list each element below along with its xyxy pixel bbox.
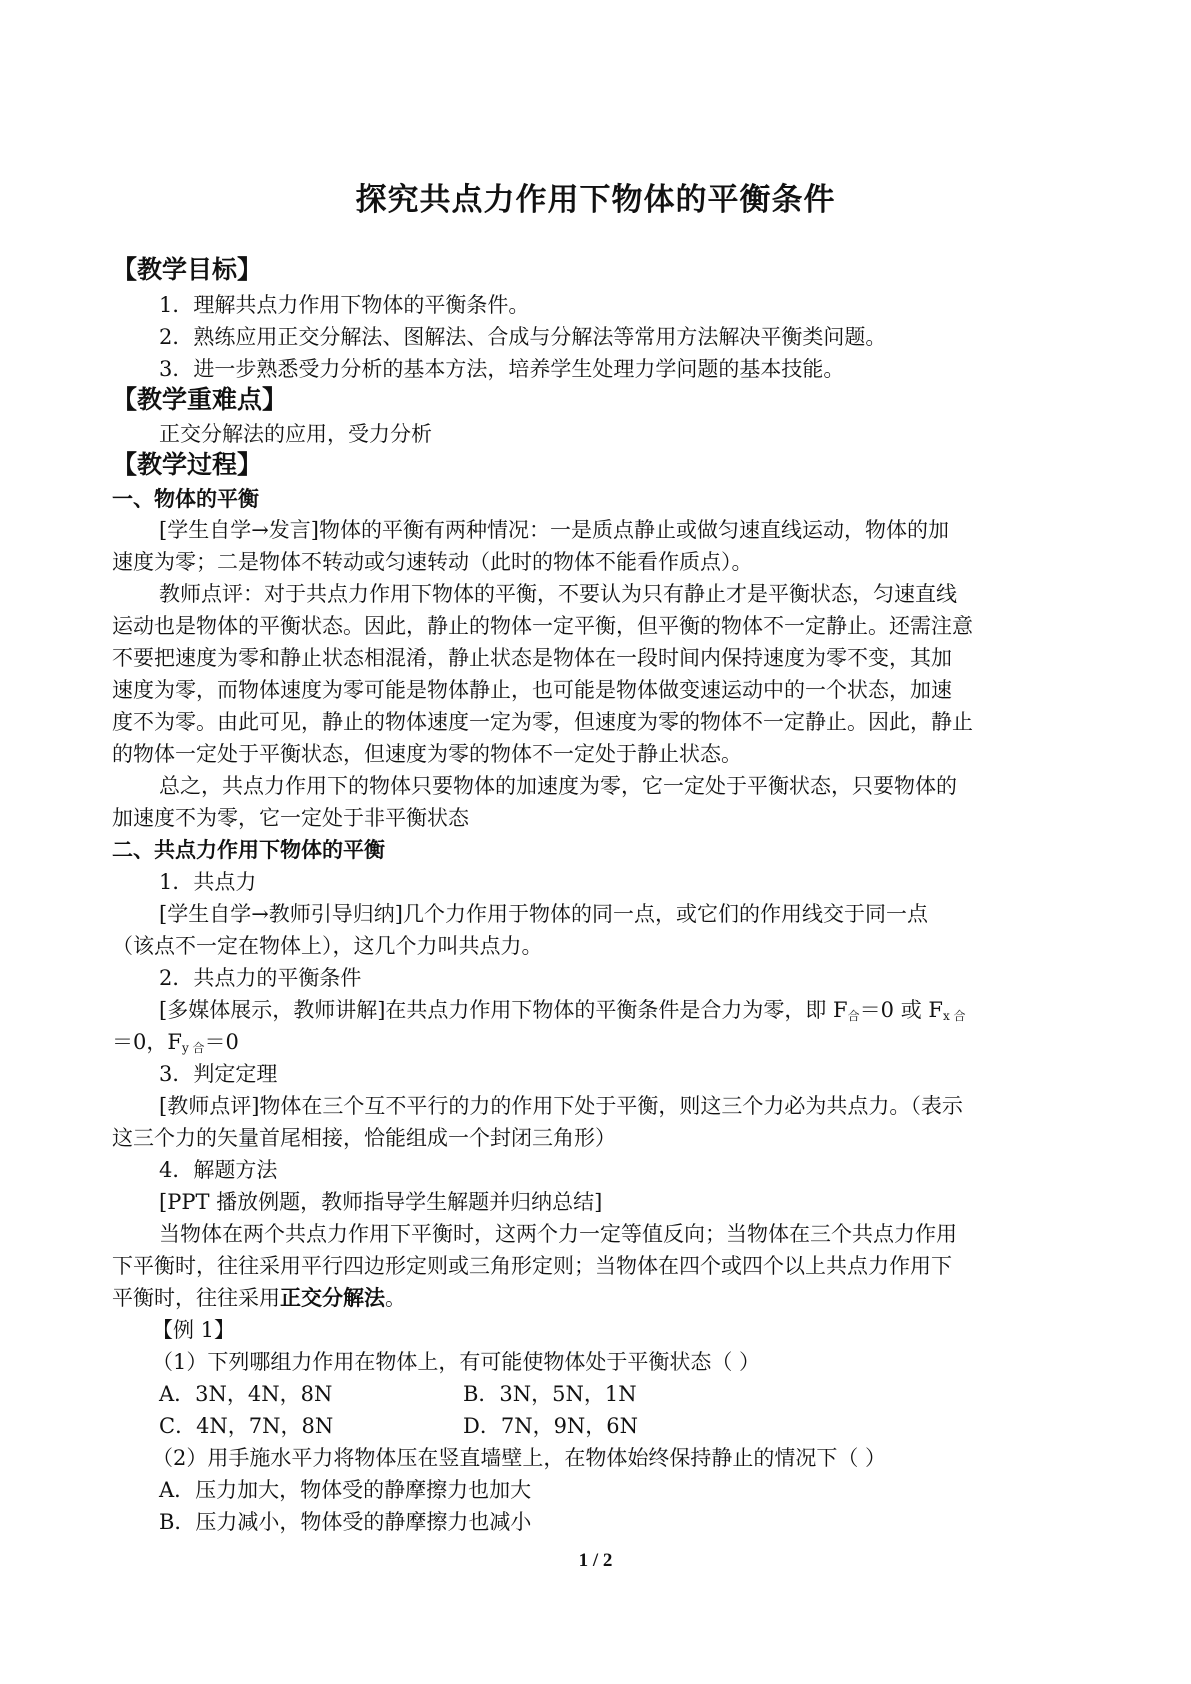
paragraph-line: [学生自学→教师引导归纳]几个力作用于物体的同一点，或它们的作用线交于同一点 — [159, 902, 928, 926]
question-2: （2）用手施水平力将物体压在竖直墙壁上，在物体始终保持静止的情况下（ ） — [152, 1446, 887, 1470]
text-run: [多媒体展示，教师讲解]在共点力作用下物体的平衡条件是合力为零，即 F — [159, 998, 848, 1022]
subscript: y 合 — [181, 1041, 205, 1055]
option-item: B．压力减小，物体受的静摩擦力也减小 — [159, 1510, 532, 1534]
objective-item: 1．理解共点力作用下物体的平衡条件。 — [159, 293, 530, 317]
paragraph-line: 加速度不为零，它一定处于非平衡状态 — [112, 806, 469, 830]
paragraph-line: 度不为零。由此可见，静止的物体速度一定为零，但速度为零的物体不一定静止。因此，静止 — [112, 710, 973, 734]
paragraph-line: [学生自学→发言]物体的平衡有两种情况：一是质点静止或做匀速直线运动，物体的加 — [159, 518, 949, 542]
text-run: 。 — [385, 1286, 406, 1310]
subsection-title: 1．共点力 — [159, 870, 257, 894]
paragraph-line: 速度为零；二是物体不转动或匀速转动（此时的物体不能看作质点）。 — [112, 550, 753, 574]
emphasis-text: 正交分解法 — [280, 1286, 385, 1310]
text-run: ＝0 — [204, 1030, 239, 1054]
subsection-title: 2．共点力的平衡条件 — [159, 966, 362, 990]
key-points-text: 正交分解法的应用，受力分析 — [159, 422, 432, 446]
paragraph-line: 下平衡时，往往采用平行四边形定则或三角形定则；当物体在四个或四个以上共点力作用下 — [112, 1254, 952, 1278]
option-item: C．4N，7N，8N — [159, 1414, 334, 1438]
part2-heading: 二、共点力作用下物体的平衡 — [112, 838, 385, 862]
option-item: B．3N，5N，1N — [463, 1382, 637, 1406]
option-item: A．3N，4N，8N — [159, 1382, 333, 1406]
subsection-title: 4．解题方法 — [159, 1158, 278, 1182]
paragraph-line: 速度为零，而物体速度为零可能是物体静止，也可能是物体做变速运动中的一个状态，加速 — [112, 678, 952, 702]
page-title: 探究共点力作用下物体的平衡条件 — [355, 182, 836, 218]
paragraph-line: 这三个力的矢量首尾相接，恰能组成一个封闭三角形） — [112, 1126, 616, 1150]
equilibrium-condition-line — [159, 997, 966, 1029]
objectives-heading: 【教学目标】 — [112, 255, 263, 284]
paragraph-line: 总之，共点力作用下的物体只要物体的加速度为零，它一定处于平衡状态，只要物体的 — [159, 774, 957, 798]
paragraph-line: 的物体一定处于平衡状态，但速度为零的物体不一定处于静止状态。 — [112, 742, 742, 766]
paragraph-line: 运动也是物体的平衡状态。因此，静止的物体一定平衡，但平衡的物体不一定静止。还需注意 — [112, 614, 973, 638]
key-points-heading: 【教学重难点】 — [112, 385, 288, 414]
paragraph-line: [PPT 播放例题，教师指导学生解题并归纳总结] — [159, 1190, 603, 1214]
subscript: x 合 — [942, 1009, 966, 1023]
objective-item: 2．熟练应用正交分解法、图解法、合成与分解法等常用方法解决平衡类问题。 — [159, 325, 887, 349]
paragraph-line: [教师点评]物体在三个互不平行的力的作用下处于平衡，则这三个力必为共点力。（表示 — [159, 1094, 963, 1118]
paragraph-line: 当物体在两个共点力作用下平衡时，这两个力一定等值反向；当物体在三个共点力作用 — [159, 1222, 957, 1246]
part1-heading: 一、物体的平衡 — [112, 487, 259, 511]
subscript: 合 — [847, 1009, 860, 1023]
option-item: D．7N，9N，6N — [463, 1414, 639, 1438]
option-item: A．压力加大，物体受的静摩擦力也加大 — [159, 1478, 532, 1502]
process-heading: 【教学过程】 — [112, 450, 263, 479]
paragraph-line — [112, 1285, 406, 1311]
question-1: （1）下列哪组力作用在物体上，有可能使物体处于平衡状态（ ） — [152, 1350, 761, 1374]
text-run: 平衡时，往往采用 — [112, 1286, 280, 1310]
subsection-title: 3．判定定理 — [159, 1062, 278, 1086]
equilibrium-condition-line — [112, 1029, 239, 1061]
example-label: 【例 1】 — [152, 1318, 236, 1342]
paragraph-line: 教师点评：对于共点力作用下物体的平衡，不要认为只有静止才是平衡状态，匀速直线 — [159, 582, 957, 606]
text-run: ＝0 或 F — [859, 998, 943, 1022]
page-number: 1 / 2 — [578, 1550, 613, 1571]
paragraph-line: 不要把速度为零和静止状态相混淆，静止状态是物体在一段时间内保持速度为零不变，其加 — [112, 646, 952, 670]
text-run: ＝0，F — [112, 1030, 182, 1054]
paragraph-line: （该点不一定在物体上），这几个力叫共点力。 — [112, 934, 543, 958]
objective-item: 3．进一步熟悉受力分析的基本方法，培养学生处理力学问题的基本技能。 — [159, 357, 845, 381]
